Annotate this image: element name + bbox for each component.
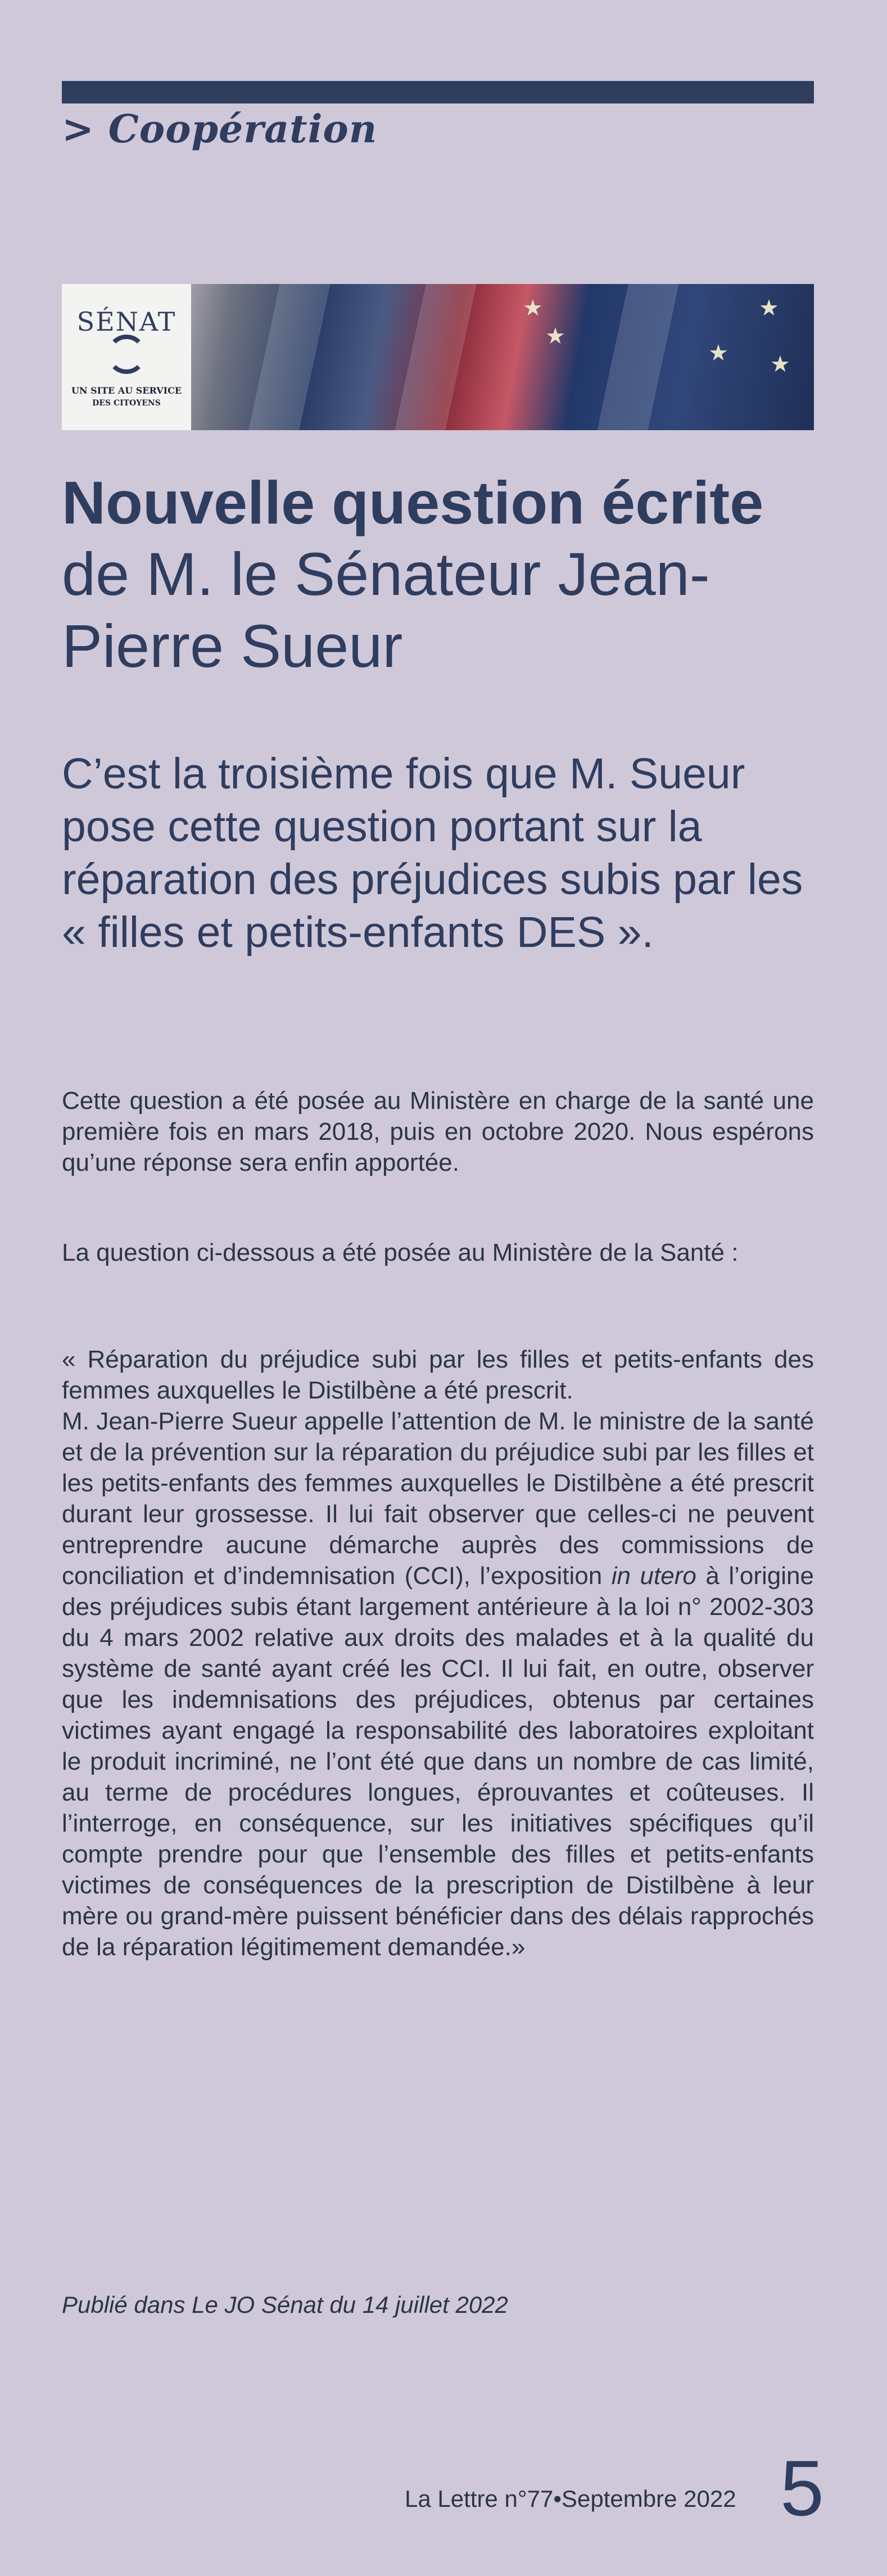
senat-logo bbox=[62, 284, 191, 430]
body-paragraph-2: La question ci-dessous a été posée au Ministère de la Santé : bbox=[62, 1239, 739, 1266]
star-icon: ★ bbox=[759, 295, 779, 321]
star-icon: ★ bbox=[545, 323, 565, 349]
section-top-bar bbox=[62, 81, 814, 103]
publication-note: Publié dans Le JO Sénat du 14 juillet 2022 bbox=[62, 2291, 508, 2318]
body-paragraph-1: Cette question a été posée au Ministère en charge de la santé une première fois en mars 2018, puis en octobre 2020. Nous espérons qu’une réponse sera enfin apportée. bbox=[62, 1087, 814, 1176]
senat-logo-tagline: DES CITOYENS bbox=[92, 399, 161, 408]
senat-logo-tagline: UN SITE AU SERVICE bbox=[71, 385, 182, 396]
flag-fold bbox=[395, 284, 476, 430]
senat-logo-icon bbox=[107, 335, 146, 374]
article-lead: C’est la troisième fois que M. Sueur pose cette question portant sur la réparation des préjudices subis par les « filles et petits-enfants DES ». bbox=[62, 750, 803, 957]
footer-issue: La Lettre n°77•Septembre 2022 bbox=[405, 2485, 736, 2512]
quote-text-a: M. Jean-Pierre Sueur appelle l’attention de M. le ministre de la santé et de la prévention sur la réparation du préjudice subi par les filles et les petits-enfants des femmes auxquelles le Distilbène a été prescrit durant leur grossesse. Il lui fait observer que celles-ci ne peuvent entreprendre aucune démarche auprès des commissions de conciliation et d’indemnisation (CCI), l’exposition bbox=[62, 1407, 814, 1590]
quote-emphasis: in utero bbox=[611, 1562, 696, 1590]
star-icon: ★ bbox=[770, 351, 790, 377]
article-title-bold: Nouvelle question écrite bbox=[62, 468, 764, 536]
flag-fold bbox=[248, 284, 330, 430]
quote-heading: « Réparation du préjudice subi par les filles et petits-enfants des femmes auxquelles le Distilbène a été prescrit. bbox=[62, 1346, 814, 1404]
article-title-rest: de M. le Sénateur Jean-Pierre Sueur bbox=[62, 540, 710, 680]
flag-fold bbox=[597, 284, 678, 430]
page-number: 5 bbox=[780, 2444, 824, 2532]
star-icon: ★ bbox=[523, 295, 543, 321]
quoted-question bbox=[62, 1344, 814, 1963]
star-icon: ★ bbox=[708, 340, 728, 366]
section-heading: > Coopération bbox=[62, 107, 378, 152]
header-banner bbox=[62, 284, 814, 430]
quote-text-b: à l’origine des préjudices subis étant largement antérieure à la loi n° 2002-303 du 4 mars 2002 relative aux droits des malades et à la qualité du système de santé ayant créé les CCI. Il lui fait, en outre, observer que les indemnisations des préjudices, obtenus par certaines victimes ayant engagé la responsabilité des laboratoires exploitant le produit incriminé, ne l’ont été que dans un nombre de cas limité, au terme de procédures longues, éprouvantes et coûteuses. Il l’interroge, en conséquence, sur les initiatives spécifiques qu’il compte prendre pour que l’ensemble des filles et petits-enfants victimes de conséquences de la prescription de Distilbène à leur mère ou grand-mère puissent bénéficier dans des délais rapprochés de la réparation légitimement demandée.» bbox=[62, 1562, 814, 1961]
article-title bbox=[62, 467, 826, 682]
senat-logo-word: SÉNAT bbox=[76, 306, 177, 337]
